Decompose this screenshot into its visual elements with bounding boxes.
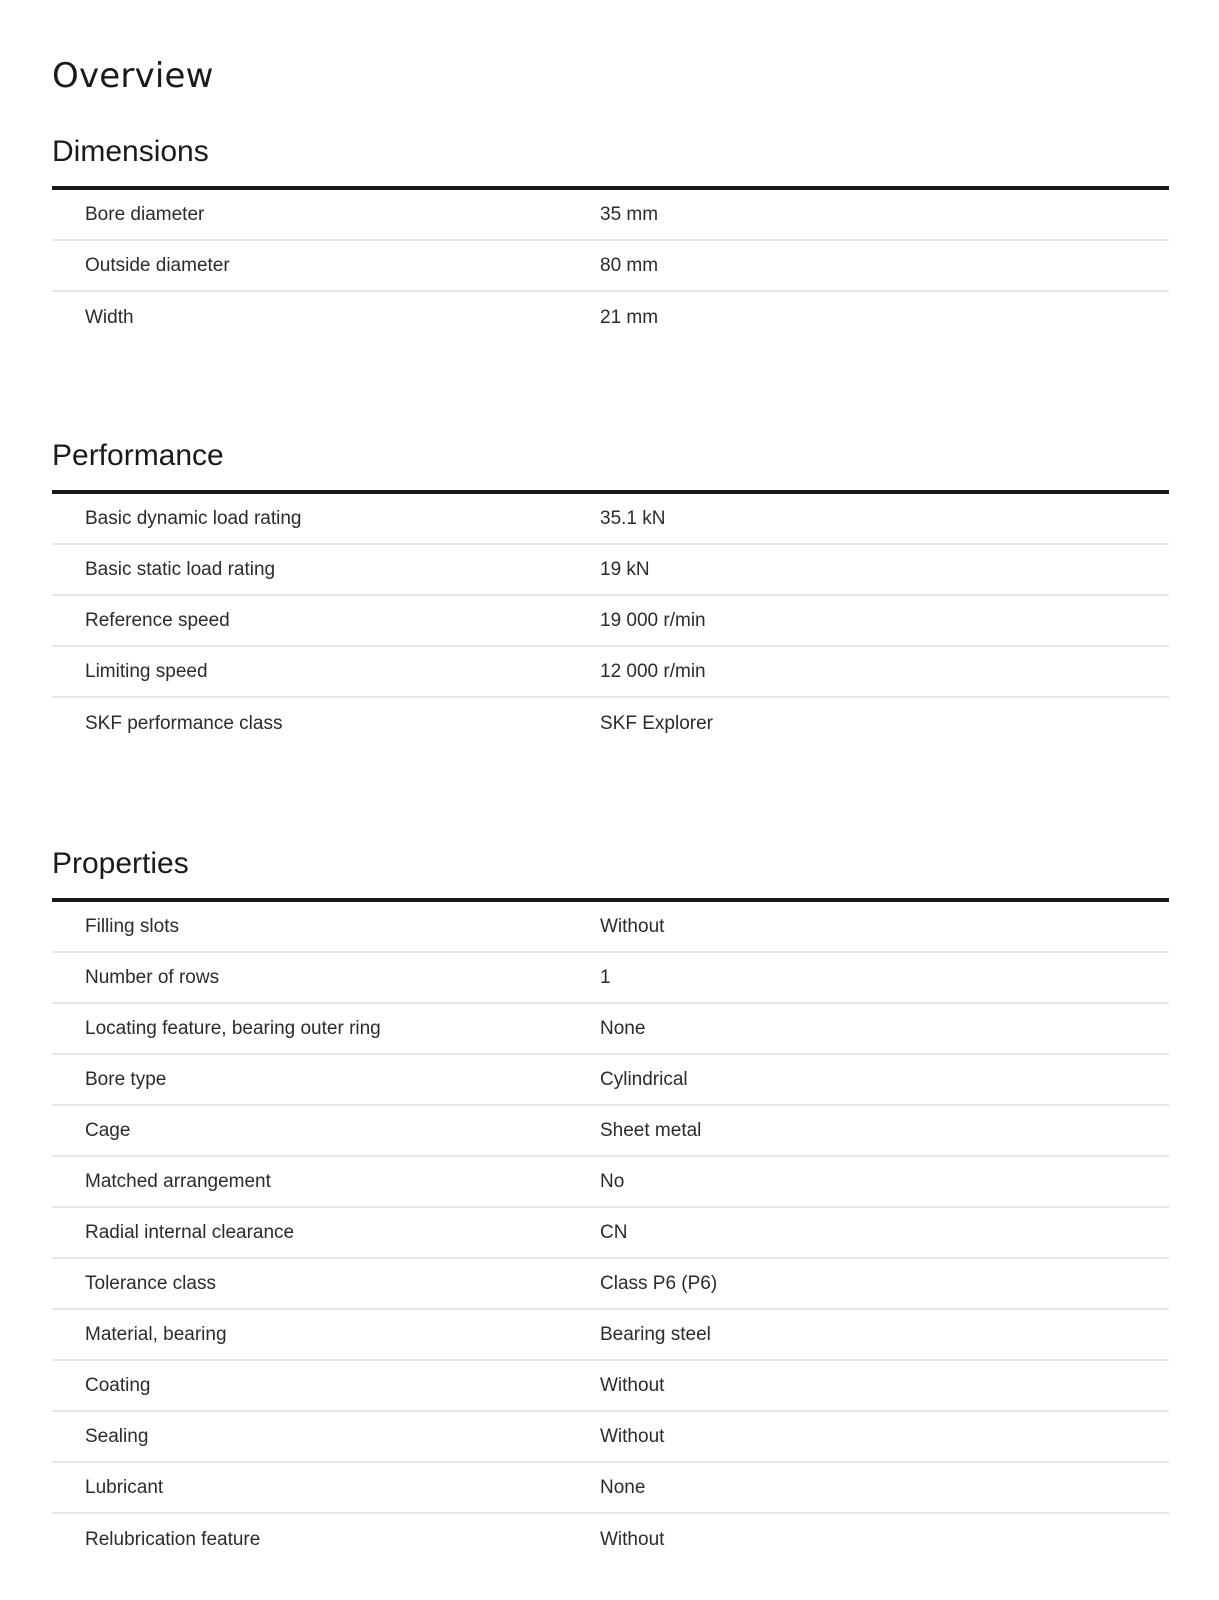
spec-value: Cylindrical: [600, 1068, 688, 1090]
spec-row: [52, 596, 1169, 647]
spec-row: [52, 953, 1169, 1004]
spec-row: [52, 1106, 1169, 1157]
spec-row: [52, 1412, 1169, 1463]
spec-label: Filling slots: [85, 915, 179, 937]
spec-value: None: [600, 1017, 646, 1039]
spec-value: 35 mm: [600, 203, 659, 225]
spec-row: [52, 1463, 1169, 1514]
spec-row: [52, 545, 1169, 596]
spec-label: Basic static load rating: [85, 558, 276, 580]
spec-row: [52, 190, 1169, 241]
spec-row: [52, 1157, 1169, 1208]
spec-row: [52, 292, 1169, 343]
spec-label: Relubrication feature: [85, 1528, 261, 1550]
spec-row: [52, 1361, 1169, 1412]
spec-value: Without: [600, 1528, 665, 1550]
spec-value: 1: [600, 966, 611, 988]
section-properties: [52, 844, 1169, 1565]
spec-label: Material, bearing: [85, 1323, 227, 1345]
page-title: Overview: [52, 56, 214, 96]
spec-label: Bore diameter: [85, 203, 205, 225]
spec-label: Reference speed: [85, 609, 230, 631]
section-title: Performance: [52, 439, 224, 472]
spec-label: Basic dynamic load rating: [85, 507, 302, 529]
section-dimensions: [52, 132, 1169, 343]
spec-value: Without: [600, 1374, 665, 1396]
spec-label: Limiting speed: [85, 660, 208, 682]
spec-label: Lubricant: [85, 1476, 164, 1498]
spec-label: Tolerance class: [85, 1272, 216, 1294]
spec-value: Without: [600, 915, 665, 937]
spec-label: Radial internal clearance: [85, 1221, 295, 1243]
section-title: Properties: [52, 847, 189, 880]
spec-row: [52, 647, 1169, 698]
spec-row: [52, 698, 1169, 749]
spec-row: [52, 241, 1169, 292]
spec-value: None: [600, 1476, 646, 1498]
spec-value: 19 000 r/min: [600, 609, 706, 631]
spec-label: Bore type: [85, 1068, 167, 1090]
spec-label: Locating feature, bearing outer ring: [85, 1017, 381, 1039]
spec-row: [52, 494, 1169, 545]
section-title: Dimensions: [52, 135, 209, 168]
spec-label: Number of rows: [85, 966, 220, 988]
spec-row: [52, 902, 1169, 953]
spec-row: [52, 1004, 1169, 1055]
spec-value: Bearing steel: [600, 1323, 711, 1345]
spec-label: Outside diameter: [85, 254, 230, 276]
section-performance: [52, 436, 1169, 749]
spec-value: 35.1 kN: [600, 507, 666, 529]
spec-row: [52, 1514, 1169, 1565]
spec-row: [52, 1310, 1169, 1361]
spec-value: CN: [600, 1221, 628, 1243]
spec-value: 12 000 r/min: [600, 660, 706, 682]
spec-row: [52, 1208, 1169, 1259]
spec-label: Sealing: [85, 1425, 149, 1447]
spec-label: Coating: [85, 1374, 151, 1396]
spec-value: 80 mm: [600, 254, 659, 276]
spec-value: 21 mm: [600, 306, 659, 328]
spec-label: Width: [85, 306, 134, 328]
spec-value: SKF Explorer: [600, 712, 713, 734]
spec-label: SKF performance class: [85, 712, 283, 734]
spec-value: Without: [600, 1425, 665, 1447]
spec-label: Cage: [85, 1119, 131, 1141]
spec-label: Matched arrangement: [85, 1170, 271, 1192]
spec-value: Sheet metal: [600, 1119, 702, 1141]
spec-row: [52, 1259, 1169, 1310]
spec-value: Class P6 (P6): [600, 1272, 718, 1294]
spec-value: No: [600, 1170, 625, 1192]
spec-value: 19 kN: [600, 558, 650, 580]
spec-row: [52, 1055, 1169, 1106]
